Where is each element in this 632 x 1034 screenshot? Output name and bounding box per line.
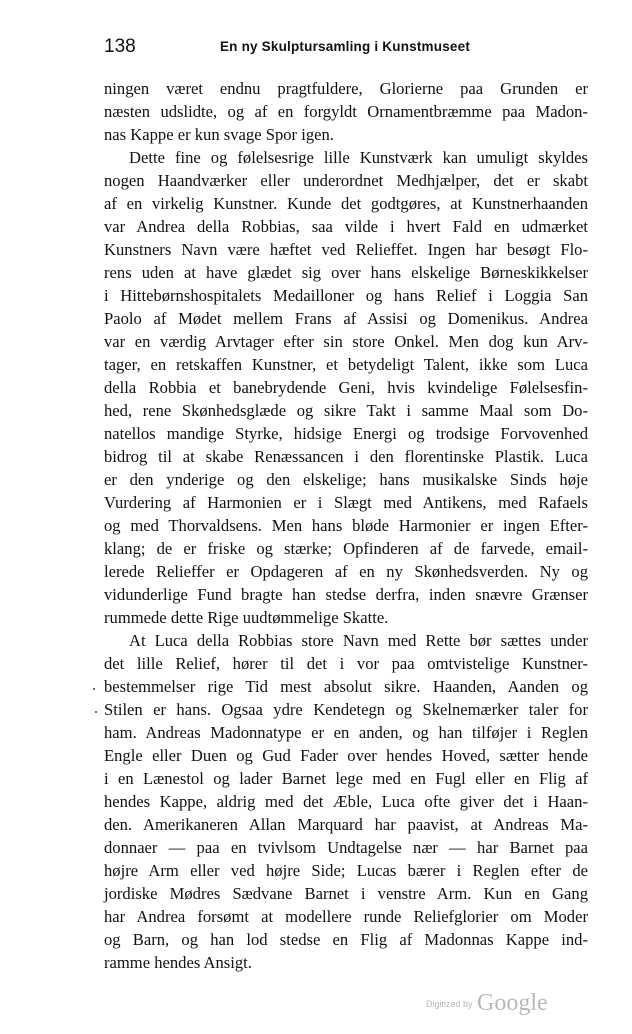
text-line: i en Lænestol og lader Barnet lege med en Fugl eller en Flig af: [104, 769, 588, 788]
text-line: og Barn, og han lod stedse en Flig af Madonnas Kappe ind-: [104, 930, 588, 949]
text-line: det lille Relief, hører til det i vor paa omtvistelige Kunstner-: [104, 654, 588, 673]
text-line: den. Amerikaneren Allan Marquard har paavist, at Andreas Ma-: [104, 815, 588, 834]
text-line: Vurdering af Harmonien er i Slægt med Antikens, med Rafaels: [104, 493, 588, 512]
text-line: rummede dette Rige uudtømmelige Skatte.: [104, 608, 389, 627]
text-line: ramme hendes Ansigt.: [104, 953, 252, 972]
text-line: nogen Haandværker eller underordnet Medhjælper, det er skabt: [104, 171, 588, 190]
text-line: nas Kappe er kun svage Spor igen.: [104, 125, 334, 144]
page-header: [104, 36, 586, 66]
text-line: jordiske Mødres Sædvane Barnet i venstre Arm. Kun en Gang: [104, 884, 588, 903]
paragraph: [104, 146, 588, 629]
text-line: er den ynderige og den elskelige; hans musikalske Sinds høje: [104, 470, 588, 489]
digitized-watermark: [426, 990, 548, 1017]
running-title: En ny Skulptursamling i Kunstmuseet: [219, 39, 471, 54]
text-line: della Robbia et banebrydende Geni, hvis kvindelige Følelsesfin-: [104, 378, 588, 397]
text-line: af en virkelig Kunstner. Kunde det godtgøres, at Kunstnerhaanden: [104, 194, 588, 213]
text-line: næsten udslidte, og af en forgyldt Ornamentbræmme paa Madon-: [104, 102, 588, 121]
text-line: tager, en retskaffen Kunstner, et betydeligt Talent, ikke som Luca: [104, 355, 588, 374]
text-line: hendes Kappe, aldrig med det Æble, Luca ofte giver det i Haan-: [104, 792, 588, 811]
text-line: højre Arm eller ved højre Side; Lucas bærer i Reglen efter de: [104, 861, 588, 880]
watermark-prefix: Digitized by: [426, 999, 473, 1009]
margin-mark: [93, 688, 95, 690]
body-text: [104, 77, 588, 974]
text-line: Paolo af Mødet mellem Frans af Assisi og Domenikus. Andrea: [104, 309, 588, 328]
text-line: i Hittebørnshospitalets Medailloner og hans Relief i Loggia San: [104, 286, 588, 305]
text-line: Dette fine og følelsesrige lille Kunstværk kan umuligt skyldes: [129, 148, 588, 167]
text-line: bidrog til at skabe Renæssancen i den florentinske Plastik. Luca: [104, 447, 588, 466]
margin-mark: [95, 711, 97, 713]
text-line: bestemmelser rige Tid mest absolut sikre. Haanden, Aanden og: [104, 677, 588, 696]
text-line: hed, rene Skønhedsglæde og sikre Takt i samme Maal som Do-: [104, 401, 588, 420]
text-line: natellos mandige Styrke, hidsige Energi og trodsige Forvovenhed: [104, 424, 588, 443]
text-line: lerede Relieffer er Opdageren af en ny Skønhedsverden. Ny og: [104, 562, 588, 581]
paragraph: [104, 629, 588, 974]
text-line: var Andrea della Robbias, saa vilde i hvert Fald en udmærket: [104, 217, 588, 236]
google-logo: Google: [476, 990, 548, 1016]
text-line: Kunstners Navn være hæftet ved Relieffet. Ingen har besøgt Flo-: [104, 240, 588, 259]
text-line: har Andrea forsømt at modellere runde Reliefglorier om Moder: [104, 907, 588, 926]
text-line: vidunderlige Fund bragte han stedse derfra, inden snævre Grænser: [104, 585, 588, 604]
paragraph: [104, 77, 588, 146]
text-line: var en værdig Arvtager efter sin store Onkel. Men dog kun Arv-: [104, 332, 588, 351]
text-line: donnaer — paa en tvivlsom Undtagelse nær — har Barnet paa: [104, 838, 588, 857]
text-line: og med Thorvaldsens. Men hans bløde Harmonier er ingen Efter-: [104, 516, 588, 535]
text-line: rens uden at have glædet sig over hans elskelige Børneskikkelser: [104, 263, 588, 282]
text-line: Stilen er hans. Ogsaa ydre Kendetegn og Skelnemærker taler for: [104, 700, 588, 719]
text-line: Engle eller Duen og Gud Fader over hendes Hoved, sætter hende: [104, 746, 588, 765]
page-number: 138: [104, 36, 136, 57]
text-line: klang; de er friske og stærke; Opfinderen af de farvede, email-: [104, 539, 588, 558]
text-line: ham. Andreas Madonnatype er en anden, og han tilføjer i Reglen: [104, 723, 588, 742]
text-line: ningen været endnu pragtfuldere, Glorierne paa Grunden er: [104, 79, 588, 98]
text-line: At Luca della Robbias store Navn med Rette bør sættes under: [129, 631, 588, 650]
